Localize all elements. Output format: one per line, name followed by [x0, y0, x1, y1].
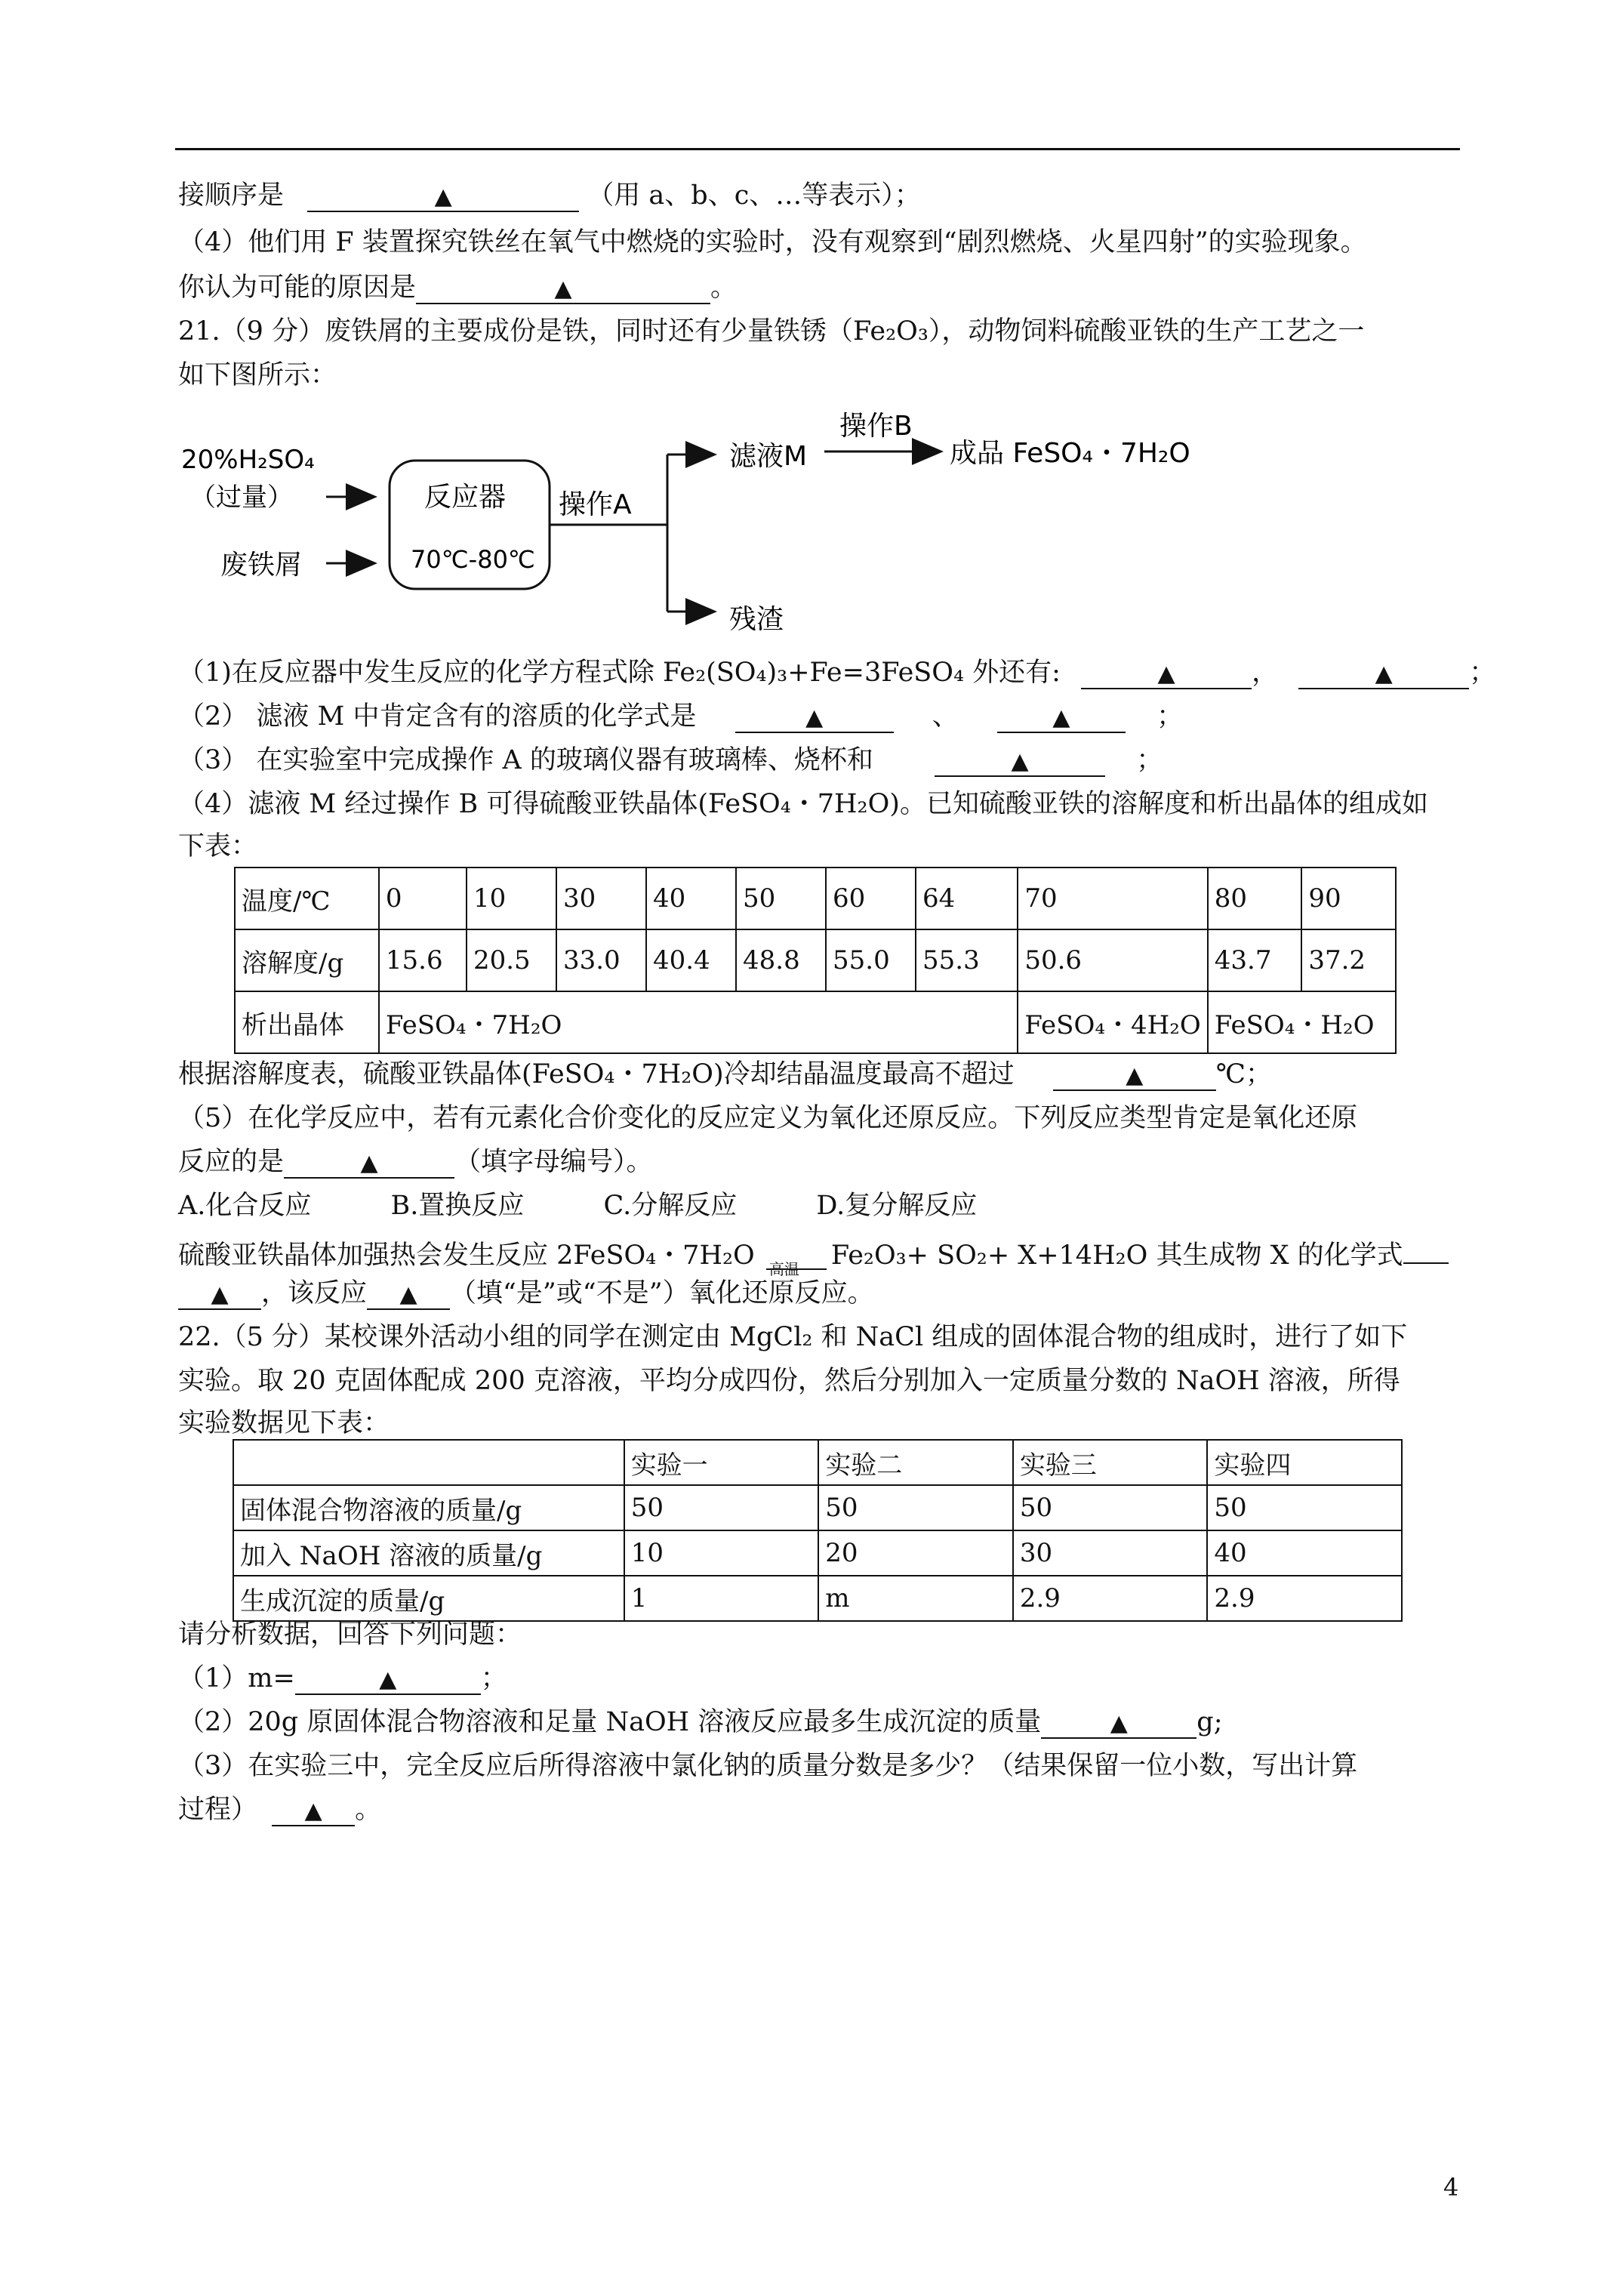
table-cell: 实验二: [818, 1440, 1013, 1485]
solubility-table: [234, 867, 1397, 1054]
text: 根据溶解度表，硫酸亚铁晶体(FeSO₄・7H₂O)冷却结晶温度最高不超过: [178, 1059, 1015, 1089]
table-cell: 50.6: [1018, 929, 1207, 991]
text: （3） 在实验室中完成操作 A 的玻璃仪器有玻璃棒、烧杯和: [178, 745, 873, 775]
text-line: [178, 1145, 1461, 1179]
answer-blank[interactable]: [1298, 658, 1469, 689]
triangle-icon: ▲: [1011, 748, 1029, 775]
table-cell: 50: [818, 1485, 1013, 1530]
text: ；: [480, 1663, 507, 1693]
triangle-icon: ▲: [1052, 704, 1070, 731]
answer-blank[interactable]: [1053, 1059, 1216, 1091]
table-cell: 50: [1207, 1485, 1402, 1530]
residue-label: 残渣: [729, 604, 784, 635]
question-21-5: （5）在化学反应中，若有元素化合价变化的反应定义为氧化还原反应。下列反应类型肯定是氧化还原: [178, 1103, 1358, 1133]
text: （2）20g 原固体混合物溶液和足量 NaOH 溶液反应最多生成沉淀的质量: [178, 1707, 1042, 1737]
text: 过程）: [178, 1795, 258, 1825]
table-cell: 55.3: [916, 929, 1018, 991]
triangle-icon: ▲: [399, 1281, 417, 1308]
table-cell: 10: [467, 868, 556, 929]
triangle-icon: ▲: [1126, 1062, 1144, 1089]
table-cell: 生成沉淀的质量/g: [233, 1576, 624, 1621]
text: 硫酸亚铁晶体加强热会发生反应 2FeSO₄・7H₂O: [178, 1240, 755, 1271]
table-cell: 50: [624, 1485, 819, 1530]
table-cell: 37.2: [1301, 929, 1396, 991]
experiment-table: [233, 1439, 1403, 1622]
answer-blank[interactable]: [272, 1795, 355, 1826]
acid-label: 20%H₂SO₄: [181, 445, 315, 475]
option-d: D.复分解反应: [816, 1191, 978, 1221]
triangle-icon: ▲: [360, 1150, 378, 1176]
text-line: 下表：: [178, 831, 258, 861]
triangle-icon: ▲: [554, 276, 572, 302]
table-cell: 80: [1208, 868, 1302, 929]
table-row: [235, 991, 1396, 1053]
answer-blank[interactable]: [997, 701, 1126, 733]
table-cell: 1: [624, 1576, 819, 1621]
table-cell: 50: [736, 868, 826, 929]
reactor-label: 反应器: [424, 482, 507, 513]
triangle-icon: ▲: [434, 183, 452, 210]
table-cell: [233, 1440, 624, 1485]
question-21-intro: 21.（9 分）废铁屑的主要成份是铁，同时还有少量铁锈（Fe₂O₃），动物饲料硫酸亚铁的生产工艺之一: [178, 316, 1365, 347]
table-cell: 20: [818, 1530, 1013, 1576]
text: （1）m=: [178, 1663, 295, 1693]
temperature-label: 70℃-80℃: [411, 545, 535, 574]
option-b: B.置换反应: [390, 1191, 525, 1221]
page-number: 4: [1443, 2173, 1459, 2202]
option-c: C.分解反应: [603, 1191, 738, 1221]
question-21-3: [178, 743, 1461, 778]
table-cell: 2.9: [1013, 1576, 1208, 1621]
triangle-icon: ▲: [379, 1666, 397, 1693]
acid-excess-label: （过量）: [190, 482, 293, 513]
table-row: [233, 1440, 1402, 1485]
table-cell: 30: [556, 868, 646, 929]
text: 你认为可能的原因是: [178, 273, 417, 303]
header-divider: [175, 148, 1460, 150]
text: ，: [1252, 658, 1279, 688]
table-cell: 20.5: [467, 929, 556, 991]
text: ；: [1469, 658, 1496, 688]
process-flow-diagram: [175, 408, 1232, 649]
table-cell: 固体混合物溶液的质量/g: [233, 1485, 624, 1530]
table-cell: 10: [624, 1530, 819, 1576]
table-cell: 溶解度/g: [235, 929, 379, 991]
text-line: [178, 270, 1461, 305]
question-21-4: （4）滤液 M 经过操作 B 可得硫酸亚铁晶体(FeSO₄・7H₂O)。已知硫酸亚铁的溶解度和析出晶体的组成如: [178, 789, 1428, 819]
table-cell: 33.0: [556, 929, 646, 991]
table-cell: m: [818, 1576, 1013, 1621]
answer-blank[interactable]: [735, 701, 894, 733]
text: 。: [355, 1795, 382, 1825]
table-cell: FeSO₄・7H₂O: [379, 991, 1018, 1053]
table-cell: 30: [1013, 1530, 1208, 1576]
answer-blank[interactable]: [367, 1278, 450, 1310]
table-row: [235, 929, 1396, 991]
question-21-1: [178, 655, 1496, 690]
table-cell: 40: [646, 868, 736, 929]
table-cell: 64: [916, 868, 1018, 929]
table-cell: 0: [379, 868, 467, 929]
table-cell: 15.6: [379, 929, 467, 991]
triangle-icon: ▲: [1375, 661, 1393, 687]
triangle-icon: ▲: [1110, 1710, 1128, 1737]
text-line: [178, 1276, 1461, 1311]
reaction-equals-line: [766, 1268, 827, 1270]
table-cell: FeSO₄・H₂O: [1208, 991, 1396, 1053]
scrap-label: 废铁屑: [220, 550, 303, 581]
answer-blank[interactable]: [416, 273, 710, 304]
text-line: 如下图所示：: [178, 360, 337, 390]
table-cell: 40: [1207, 1530, 1402, 1576]
table-cell: 实验三: [1013, 1440, 1208, 1485]
answer-blank[interactable]: [1081, 658, 1252, 689]
text: 反应的是: [178, 1147, 285, 1177]
text-line: （4）他们用 F 装置探究铁丝在氧气中燃烧的实验时，没有观察到“剧烈燃烧、火星四射”的实验现象。: [178, 227, 1367, 257]
product-label: 成品 FeSO₄・7H₂O: [950, 438, 1190, 469]
text-line: [178, 1057, 1461, 1092]
table-cell: 50: [1013, 1485, 1208, 1530]
question-22-2: [178, 1705, 1461, 1740]
question-22-3: （3）在实验三中，完全反应后所得溶液中氯化钠的质量分数是多少？（结果保留一位小数，写出计算: [178, 1751, 1358, 1781]
text: 、: [932, 701, 959, 732]
table-cell: 43.7: [1208, 929, 1302, 991]
triangle-icon: ▲: [1157, 661, 1175, 687]
options-line: [178, 1188, 1461, 1223]
answer-blank[interactable]: [178, 1278, 261, 1310]
table-cell: 70: [1018, 868, 1207, 929]
question-21-2: [178, 699, 1461, 734]
question-22-intro: 22.（5 分）某校课外活动小组的同学在测定由 MgCl₂ 和 NaCl 组成的固体混合物的组成时，进行了如下: [178, 1322, 1408, 1352]
option-a: A.化合反应: [178, 1191, 312, 1221]
table-cell: 温度/℃: [235, 868, 379, 929]
text: ；: [1156, 701, 1184, 732]
table-cell: 40.4: [646, 929, 736, 991]
text: g;: [1196, 1707, 1223, 1737]
table-cell: 2.9: [1207, 1576, 1402, 1621]
filtrate-label: 滤液M: [729, 441, 808, 472]
text: （填字母编号）。: [454, 1147, 653, 1177]
answer-blank[interactable]: [935, 745, 1105, 777]
table-cell: 60: [826, 868, 916, 929]
table-cell: 析出晶体: [235, 991, 379, 1053]
condition-label: 高温: [768, 1260, 799, 1278]
text: ，该反应: [261, 1278, 368, 1308]
table-cell: 实验四: [1207, 1440, 1402, 1485]
answer-blank[interactable]: [307, 180, 579, 212]
answer-blank[interactable]: [295, 1663, 481, 1695]
question-22-1: [178, 1661, 1461, 1696]
text: ℃；: [1215, 1059, 1272, 1089]
equation-line: [178, 1232, 1461, 1278]
table-cell: 48.8: [736, 929, 826, 991]
answer-blank[interactable]: [1041, 1707, 1196, 1739]
table-row: [233, 1576, 1402, 1621]
triangle-icon: ▲: [304, 1798, 322, 1824]
triangle-icon: ▲: [805, 704, 824, 731]
operation-b-label: 操作B: [839, 411, 913, 442]
text-line: 实验数据见下表：: [178, 1408, 390, 1438]
text: （用 a、b、c、…等表示）；: [587, 180, 921, 211]
text: ；: [1136, 745, 1163, 775]
table-cell: 加入 NaOH 溶液的质量/g: [233, 1530, 624, 1576]
answer-blank-start[interactable]: [1403, 1232, 1449, 1264]
text: （填“是”或“不是”）氧化还原反应。: [450, 1278, 874, 1308]
triangle-icon: ▲: [211, 1281, 229, 1308]
table-cell: 实验一: [624, 1440, 819, 1485]
table-cell: FeSO₄・4H₂O: [1018, 991, 1207, 1053]
text-line: 实验。取 20 克固体配成 200 克溶液，平均分成四份，然后分别加入一定质量分数的 NaOH 溶液，所得: [178, 1366, 1400, 1396]
table-cell: 90: [1301, 868, 1396, 929]
text-line: 请分析数据，回答下列问题：: [178, 1620, 522, 1650]
text-line: [178, 178, 1461, 213]
table-row: [233, 1530, 1402, 1576]
text: 。: [710, 273, 738, 303]
table-row: [233, 1485, 1402, 1530]
text: 接顺序是: [178, 180, 285, 211]
table-row: [235, 868, 1396, 929]
text: （1)在反应器中发生反应的化学方程式除 Fe₂(SO₄)₃+Fe=3FeSO₄ 外还有:: [178, 658, 1061, 688]
operation-a-label: 操作A: [559, 489, 632, 520]
answer-blank[interactable]: [284, 1147, 454, 1179]
table-cell: 55.0: [826, 929, 916, 991]
text-line: [178, 1792, 1461, 1827]
text: Fe₂O₃+ SO₂+ X+14H₂O 其生成物 X 的化学式: [830, 1240, 1403, 1271]
text: （2） 滤液 M 中肯定含有的溶质的化学式是: [178, 701, 697, 732]
